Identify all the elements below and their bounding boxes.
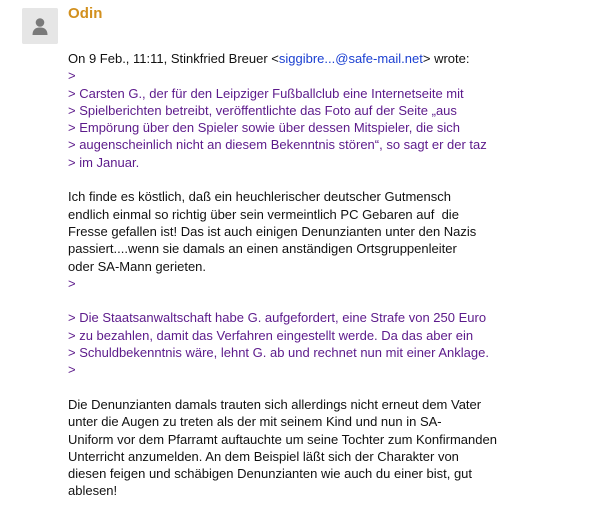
quoted-line: > Spielberichten betreibt, veröffentlichte das Foto auf der Seite „aus xyxy=(68,102,457,118)
quoted-line: > Schuldbekenntnis wäre, lehnt G. ab und rechnet nun mit einer Anklage. xyxy=(68,345,489,361)
quoted-block-1 xyxy=(68,67,598,171)
quoted-block-2 xyxy=(68,309,598,378)
reply-line: Ich finde es köstlich, daß ein heuchlerischer deutscher Gutmensch xyxy=(68,189,451,205)
quoted-line: > im Januar. xyxy=(68,154,140,170)
person-silhouette-icon xyxy=(22,8,58,44)
reply-line: unter die Augen zu treten als der mit seinem Kind und nun in SA- xyxy=(68,414,442,430)
sender-name[interactable]: Odin xyxy=(68,5,103,22)
reply-line: oder SA-Mann gerieten. xyxy=(68,258,207,274)
quote-header xyxy=(68,50,598,67)
quoted-line: > Die Staatsanwaltschaft habe G. aufgefordert, eine Strafe von 250 Euro xyxy=(68,310,487,326)
quoted-line: > zu bezahlen, damit das Verfahren eingestellt werde. Da das aber ein xyxy=(68,327,474,343)
reply-line: passiert....wenn sie damals an einen anständigen Ortsgruppenleiter xyxy=(68,241,457,257)
message-body xyxy=(68,50,598,500)
reply-line: diesen feigen und schäbigen Denunzianten wie auch du einer bist, gut xyxy=(68,466,473,482)
reply-line: ablesen! xyxy=(68,483,118,499)
quoted-line: > augenscheinlich nicht an diesem Bekenntnis stören“, so sagt er der taz xyxy=(68,137,487,153)
paragraph-gap xyxy=(68,292,598,309)
avatar[interactable] xyxy=(22,8,58,44)
reply-line: endlich einmal so richtig über sein vermeintlich PC Gebaren auf die xyxy=(68,206,459,222)
reply-line: Unterricht anzumelden. An dem Beispiel läßt sich der Charakter von xyxy=(68,448,459,464)
reply-line: Fresse gefallen ist! Das ist auch einigen Denunzianten unter den Nazis xyxy=(68,223,477,239)
quote-header-suffix: > wrote: xyxy=(422,51,470,66)
quoted-line: > xyxy=(68,362,76,378)
reply-paragraph-1 xyxy=(68,188,598,274)
quoted-line: > Empörung über den Spieler sowie über dessen Mitspieler, die sich xyxy=(68,120,461,136)
paragraph-gap xyxy=(68,379,598,396)
reply-paragraph-2 xyxy=(68,396,598,500)
reply-line: Uniform vor dem Pfarramt auftauchte um seine Tochter zum Konfirmanden xyxy=(68,431,497,447)
sender-email-link[interactable]: siggibre...@safe-mail.net xyxy=(278,51,423,66)
paragraph-gap xyxy=(68,171,598,188)
reply-line: Die Denunzianten damals trauten sich allerdings nicht erneut dem Vater xyxy=(68,396,482,412)
quoted-line: > Carsten G., der für den Leipziger Fußballclub eine Internetseite mit xyxy=(68,85,464,101)
quoted-line: > xyxy=(68,68,76,84)
quoted-line: > xyxy=(68,275,76,291)
quote-header-prefix: On 9 Feb., 11:11, Stinkfried Breuer < xyxy=(68,51,279,66)
